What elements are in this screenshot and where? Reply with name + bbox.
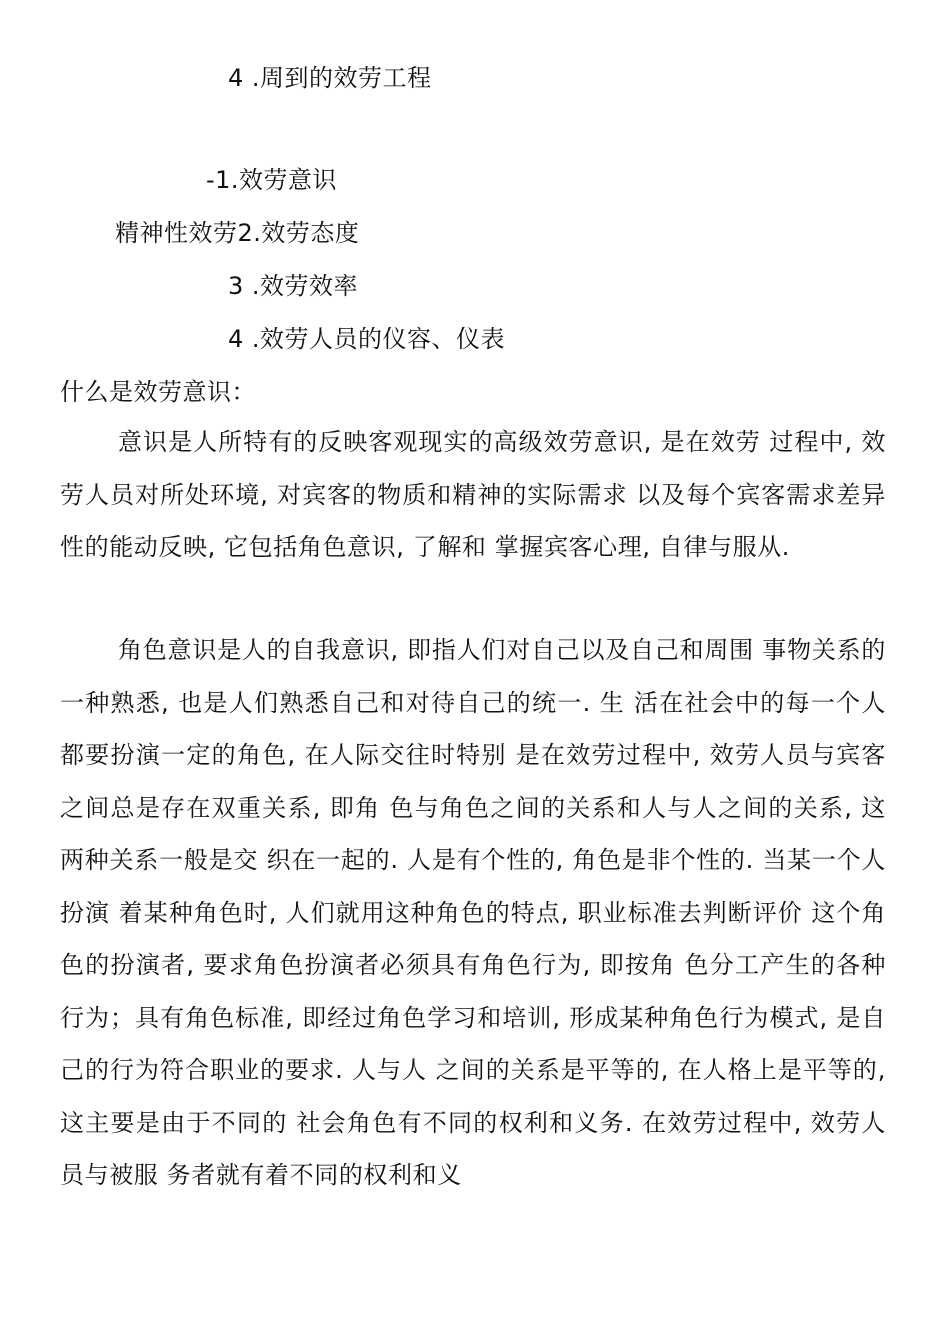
outline-category-label: 精神性效劳 <box>115 219 238 247</box>
section-heading: 什么是效劳意识： <box>60 378 256 406</box>
outline-sub-3: 3 .效劳效率 <box>228 272 359 300</box>
paragraph-role-awareness: 角色意识是人的自我意识, 即指人们对自己以及自己和周围 事物关系的一种熟悉, 也是人们熟悉自己和对待自己的统一. 生 活在社会中的每一个人都要扮演一定的角色, 在人际交往时特别 是在效劳过程中, 效劳人员与宾客之间总是存在双重关系, 即角 色与角色之间的关系和人与人之间的关系, 这两种关系一般是交 织在一起的. 人是有个性的, 角色是非个性的. 当某一个人扮演 着某种角色时, 人们就用这种角色的特点, 职业标准去判断评价 这个角色的扮演者, 要求角色扮演者必须具有角色行为, 即按角 色分工产生的各种行为；具有角色标准, 即经过角色学习和培训, 形成某种角色行为模式, 是自己的行为符合职业的要求. 人与人 之间的关系是平等的, 在人格上是平等的, 这主要是由于不同的 社会角色有不同的权利和义务. 在效劳过程中, 效劳人员与被服 务者就有着不同的权利和义 <box>60 636 886 1189</box>
outline-sub-4: 4 .效劳人员的仪容、仪表 <box>228 325 506 353</box>
paragraph-service-awareness: 意识是人所特有的反映客观现实的高级效劳意识, 是在效劳 过程中, 效劳人员对所处环境, 对宾客的物质和精神的实际需求 以及每个宾客需求差异性的能动反映, 它包括角色意识, 了解和 掌握宾客心理, 自律与服从. <box>60 428 886 561</box>
outline-sub-1: -1.效劳意识 <box>206 166 338 194</box>
outline-sub-2-row <box>115 218 359 248</box>
outline-item-4: 4 .周到的效劳工程 <box>228 64 432 92</box>
outline-sub-2: 2.效劳态度 <box>237 219 360 247</box>
